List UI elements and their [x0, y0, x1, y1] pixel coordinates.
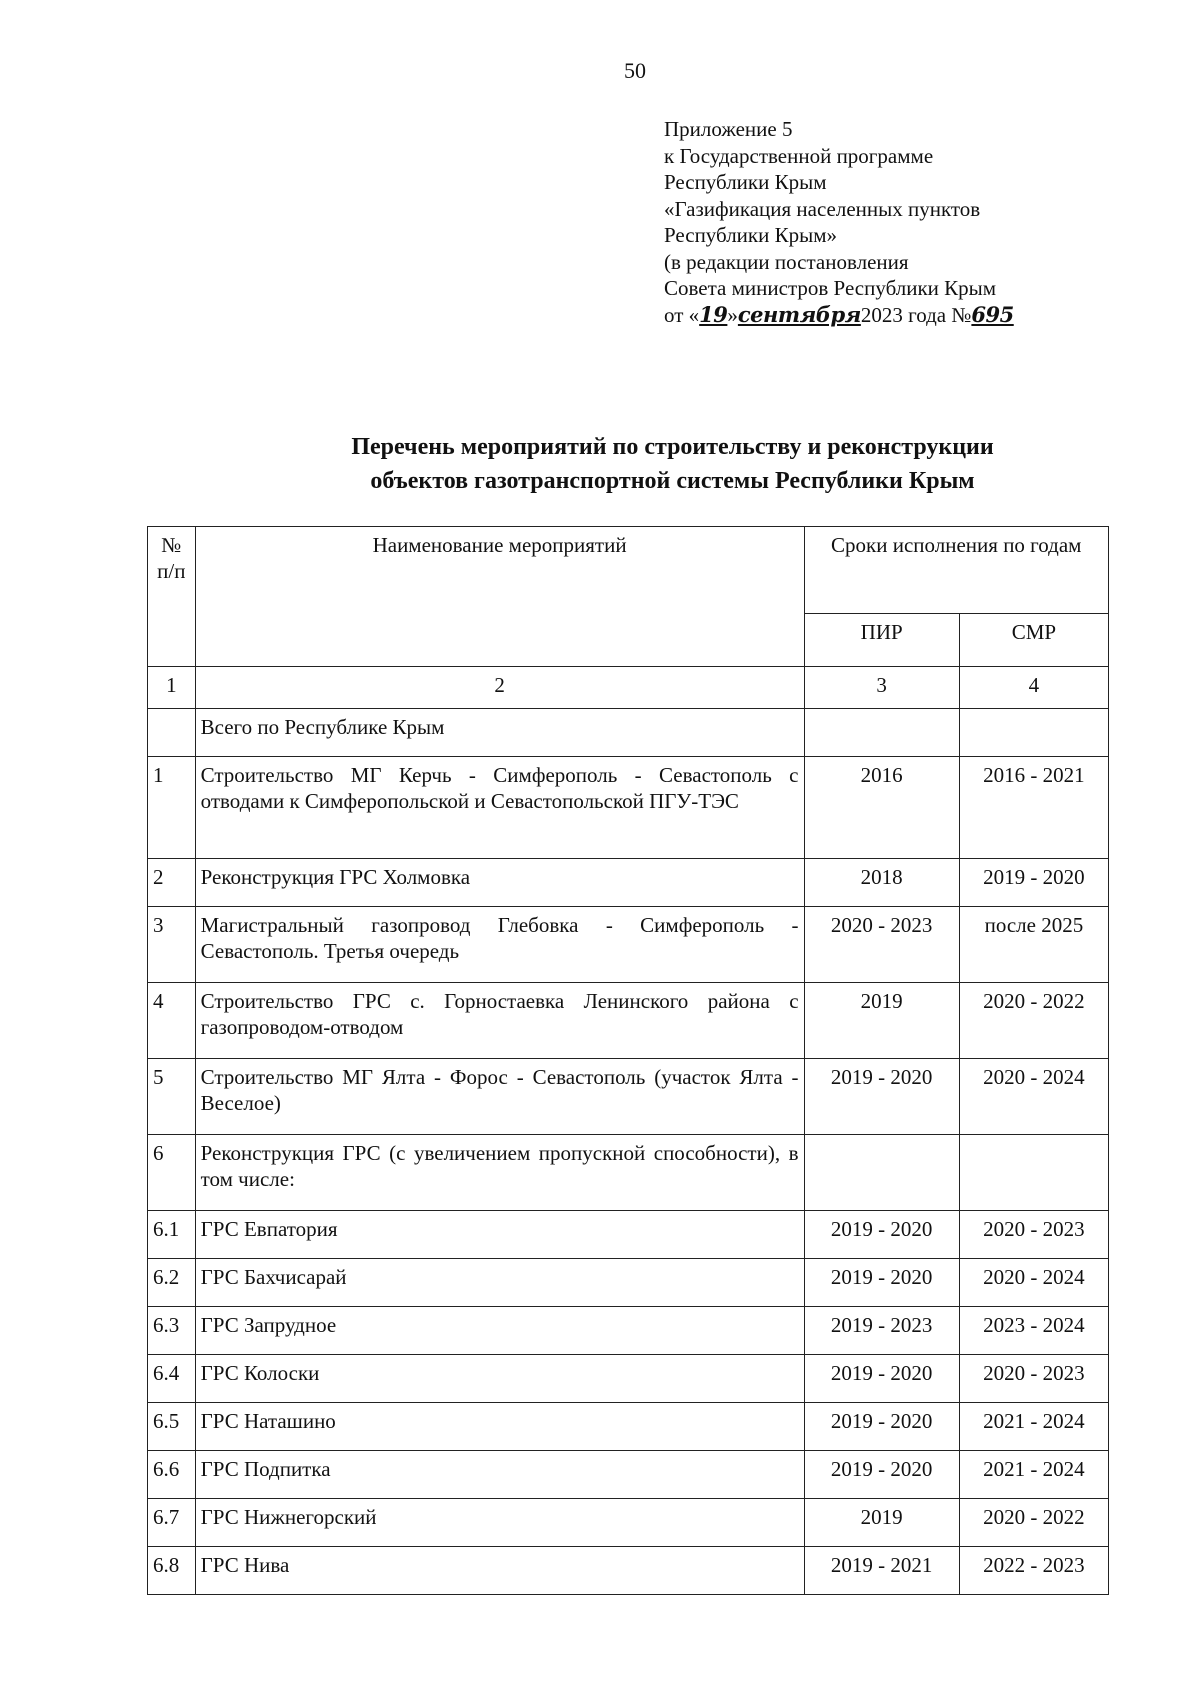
- title-line-2: объектов газотранспортной системы Республики Крым: [370, 468, 975, 494]
- row-smr: после 2025: [959, 907, 1108, 983]
- row-num: 3: [148, 907, 196, 983]
- row-pir: 2019 - 2020: [804, 1403, 959, 1451]
- row-smr: 2021 - 2024: [959, 1451, 1108, 1499]
- row-num: 6.6: [148, 1451, 196, 1499]
- annex-line: Совета министров Республики Крым: [664, 276, 997, 300]
- row-smr: 2022 - 2023: [959, 1547, 1108, 1595]
- date-mid: »: [727, 302, 738, 327]
- row-num: 6.7: [148, 1499, 196, 1547]
- annex-line: (в редакции постановления: [664, 249, 909, 274]
- annex-line: Республики Крым»: [664, 223, 838, 247]
- row-smr: 2020 - 2024: [959, 1059, 1108, 1135]
- row-pir: [804, 1135, 959, 1211]
- header-terms: Сроки исполнения по годам: [804, 527, 1108, 614]
- table-row: [148, 1451, 1109, 1499]
- column-index: 4: [959, 667, 1108, 709]
- row-name: ГРС Колоски: [195, 1355, 804, 1403]
- row-num: 6.3: [148, 1307, 196, 1355]
- row-smr: 2020 - 2023: [959, 1211, 1108, 1259]
- total-row: [148, 709, 1109, 757]
- column-index: 1: [148, 667, 196, 709]
- row-smr: [959, 1135, 1108, 1211]
- row-name: ГРС Наташино: [195, 1403, 804, 1451]
- annex-line: Республики Крым: [664, 170, 827, 194]
- row-pir: 2019: [804, 1499, 959, 1547]
- row-smr: 2020 - 2023: [959, 1355, 1108, 1403]
- total-num-cell: [148, 709, 196, 757]
- row-pir: 2019: [804, 983, 959, 1059]
- document-title: [150, 430, 1195, 498]
- row-pir: 2019 - 2020: [804, 1451, 959, 1499]
- row-name: ГРС Бахчисарай: [195, 1259, 804, 1307]
- row-smr: 2020 - 2024: [959, 1259, 1108, 1307]
- row-num: 6.5: [148, 1403, 196, 1451]
- row-smr: 2019 - 2020: [959, 859, 1108, 907]
- total-pir-cell: [804, 709, 959, 757]
- page-number: 50: [624, 58, 646, 83]
- table-row: [148, 859, 1109, 907]
- row-num: 5: [148, 1059, 196, 1135]
- table-row: [148, 1403, 1109, 1451]
- measures-table: [147, 526, 1109, 1595]
- table-row: [148, 983, 1109, 1059]
- row-name: Реконструкция ГРС Холмовка: [195, 859, 804, 907]
- row-smr: 2023 - 2024: [959, 1307, 1108, 1355]
- row-pir: 2019 - 2020: [804, 1355, 959, 1403]
- table-row: [148, 1355, 1109, 1403]
- row-name: ГРС Евпатория: [195, 1211, 804, 1259]
- row-name: Магистральный газопровод Глебовка - Симферополь - Севастополь. Третья очередь: [195, 907, 804, 983]
- date-prefix: от «: [664, 302, 700, 327]
- document-number: 695: [971, 301, 1014, 327]
- total-label: Всего по Республике Крым: [195, 709, 804, 757]
- row-pir: 2019 - 2021: [804, 1547, 959, 1595]
- table-row: [148, 1135, 1109, 1211]
- date-year: 2023 года №: [860, 302, 972, 327]
- title-line-1: Перечень мероприятий по строительству и реконструкции: [351, 434, 994, 460]
- row-name: ГРС Нива: [195, 1547, 804, 1595]
- row-name: Реконструкция ГРС (с увеличением пропускной способности), в том числе:: [195, 1135, 804, 1211]
- table-row: [148, 1499, 1109, 1547]
- header-name: Наименование мероприятий: [195, 527, 804, 667]
- annex-line: к Государственной программе: [664, 143, 934, 168]
- table-row: [148, 1307, 1109, 1355]
- row-name: Строительство МГ Ялта - Форос - Севастополь (участок Ялта - Веселое): [195, 1059, 804, 1135]
- row-pir: 2019 - 2020: [804, 1059, 959, 1135]
- row-smr: 2016 - 2021: [959, 757, 1108, 859]
- row-num: 6.4: [148, 1355, 196, 1403]
- date-month: сентября: [737, 301, 861, 327]
- table-row: [148, 757, 1109, 859]
- header-num: № п/п: [148, 527, 196, 667]
- row-name: Строительство ГРС с. Горностаевка Ленинского района с газопроводом-отводом: [195, 983, 804, 1059]
- column-index: 2: [195, 667, 804, 709]
- header-smr: СМР: [959, 613, 1108, 666]
- annex-line: Приложение 5: [664, 117, 793, 141]
- row-num: 6.2: [148, 1259, 196, 1307]
- table-row: [148, 1547, 1109, 1595]
- annex-line: «Газификация населенных пунктов: [664, 196, 981, 221]
- row-smr: 2020 - 2022: [959, 983, 1108, 1059]
- row-pir: 2016: [804, 757, 959, 859]
- row-num: 6: [148, 1135, 196, 1211]
- row-pir: 2020 - 2023: [804, 907, 959, 983]
- header-pir: ПИР: [804, 613, 959, 666]
- row-pir: 2019 - 2020: [804, 1211, 959, 1259]
- row-num: 4: [148, 983, 196, 1059]
- column-index-row: [148, 667, 1109, 709]
- row-pir: 2018: [804, 859, 959, 907]
- table-row: [148, 907, 1109, 983]
- row-num: 2: [148, 859, 196, 907]
- row-smr: 2021 - 2024: [959, 1403, 1108, 1451]
- table-row: [148, 1059, 1109, 1135]
- annex-date-line: [664, 302, 1014, 329]
- row-name: ГРС Нижнегорский: [195, 1499, 804, 1547]
- annex-block: [664, 116, 1014, 328]
- row-num: 6.8: [148, 1547, 196, 1595]
- row-pir: 2019 - 2020: [804, 1259, 959, 1307]
- row-name: Строительство МГ Керчь - Симферополь - Севастополь с отводами к Симферопольской и Севастопольской ПГУ-ТЭС: [195, 757, 804, 859]
- column-index: 3: [804, 667, 959, 709]
- row-name: ГРС Запрудное: [195, 1307, 804, 1355]
- table-row: [148, 1211, 1109, 1259]
- row-pir: 2019 - 2023: [804, 1307, 959, 1355]
- date-day: 19: [699, 301, 728, 327]
- total-smr-cell: [959, 709, 1108, 757]
- table-row: [148, 1259, 1109, 1307]
- row-smr: 2020 - 2022: [959, 1499, 1108, 1547]
- row-num: 6.1: [148, 1211, 196, 1259]
- row-num: 1: [148, 757, 196, 859]
- row-name: ГРС Подпитка: [195, 1451, 804, 1499]
